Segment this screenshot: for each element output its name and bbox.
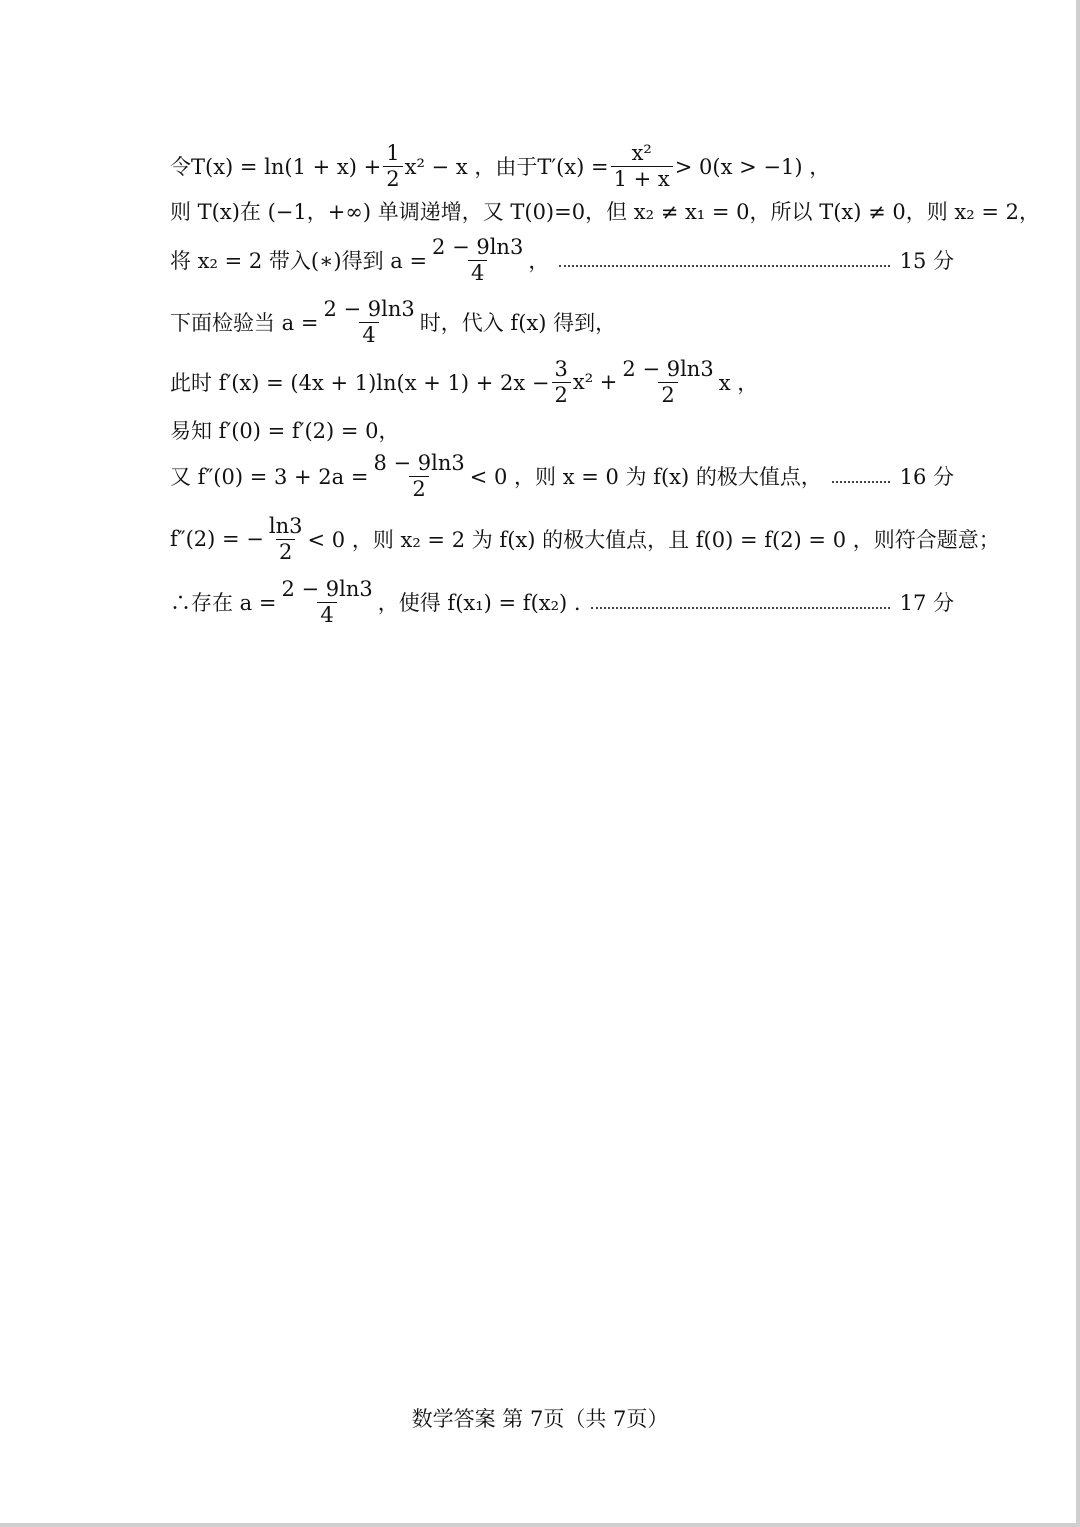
line-2-text: 则 T(x)在 (−1，+∞) 单调递增，又 T(0)=0，但 x₂ ≠ x₁ = 0，所以 T(x) ≠ 0，则 x₂ = 2，	[170, 200, 1040, 224]
fraction-denominator: 4	[468, 260, 487, 284]
line-1-text-b: x² − x ，由于T′(x) =	[404, 155, 609, 179]
line-7-text-a: 又 f″(0) = 3 + 2a =	[170, 465, 369, 489]
fraction-denominator: 4	[359, 322, 378, 346]
solution-line-9	[170, 572, 954, 632]
fraction-denominator: 4	[317, 602, 336, 626]
page-footer: 数学答案 第 7页（共 7页）	[411, 1407, 669, 1431]
fraction-numerator: 2 − 9ln3	[432, 235, 524, 260]
fraction-a-value	[320, 298, 417, 345]
fraction-second-derivative	[370, 452, 467, 499]
line-1-text-a: 令T(x) = ln(1 + x) +	[170, 155, 382, 179]
fraction-a-value	[429, 236, 526, 283]
line-4-text-b: 时，代入 f(x) 得到，	[419, 311, 617, 335]
fraction-denominator: 1 + x	[611, 166, 673, 190]
dotted-leader	[591, 607, 890, 609]
fraction-denominator: 2	[276, 539, 295, 563]
fraction-three-halves	[552, 358, 571, 405]
fraction-a-value	[278, 578, 375, 625]
line-1-text-c: > 0(x > −1) ，	[674, 155, 831, 179]
fraction-denominator: 2	[383, 166, 402, 190]
line-3-text-a: 将 x₂ = 2 带入(∗)得到 a =	[170, 249, 428, 273]
line-7-text-b: < 0 ，则 x = 0 为 f(x) 的极大值点，	[469, 465, 822, 489]
score-mark-16: 16 分	[899, 465, 954, 489]
line-5-text-b: x² +	[572, 370, 618, 394]
solution-line-8	[170, 509, 1000, 569]
dotted-leader	[832, 481, 890, 483]
fraction-numerator: 3	[554, 357, 568, 382]
fraction-denominator: 2	[658, 382, 677, 406]
line-9-text-b: ，使得 f(x₁) = f(x₂) .	[377, 591, 581, 615]
fraction-coefficient	[619, 358, 716, 405]
fraction-numerator: 2 − 9ln3	[281, 577, 373, 602]
fraction-numerator: x²	[631, 141, 652, 166]
fraction-numerator: ln3	[268, 514, 303, 539]
fraction-numerator: 2 − 9ln3	[323, 297, 415, 322]
solution-line-4	[170, 292, 954, 352]
fraction-denominator: 2	[552, 382, 571, 406]
line-3-text-b: ，	[528, 249, 550, 273]
line-6-text: 易知 f′(0) = f′(2) = 0，	[170, 419, 400, 443]
score-mark-17: 17 分	[899, 591, 954, 615]
line-9-text-a: ∴存在 a =	[170, 591, 277, 615]
solution-line-7	[170, 446, 954, 506]
line-5-text-c: x ，	[718, 371, 759, 395]
fraction-numerator: 1	[386, 141, 400, 166]
line-8-text-b: < 0 ，则 x₂ = 2 为 f(x) 的极大值点，且 f(0) = f(2) = 0 ，则符合题意；	[307, 528, 1000, 552]
fraction-numerator: 8 − 9ln3	[373, 451, 465, 476]
fraction-numerator: 2 − 9ln3	[622, 357, 714, 382]
line-4-text-a: 下面检验当 a =	[170, 311, 319, 335]
fraction-ln3-half	[266, 515, 306, 562]
fraction-denominator: 2	[409, 476, 428, 500]
line-8-text-a: f″(2) = −	[170, 527, 264, 551]
solution-line-3	[170, 230, 954, 290]
line-5-text-a: 此时 f′(x) = (4x + 1)ln(x + 1) + 2x −	[170, 371, 550, 395]
dotted-leader	[559, 265, 889, 267]
score-mark-15: 15 分	[899, 249, 954, 273]
